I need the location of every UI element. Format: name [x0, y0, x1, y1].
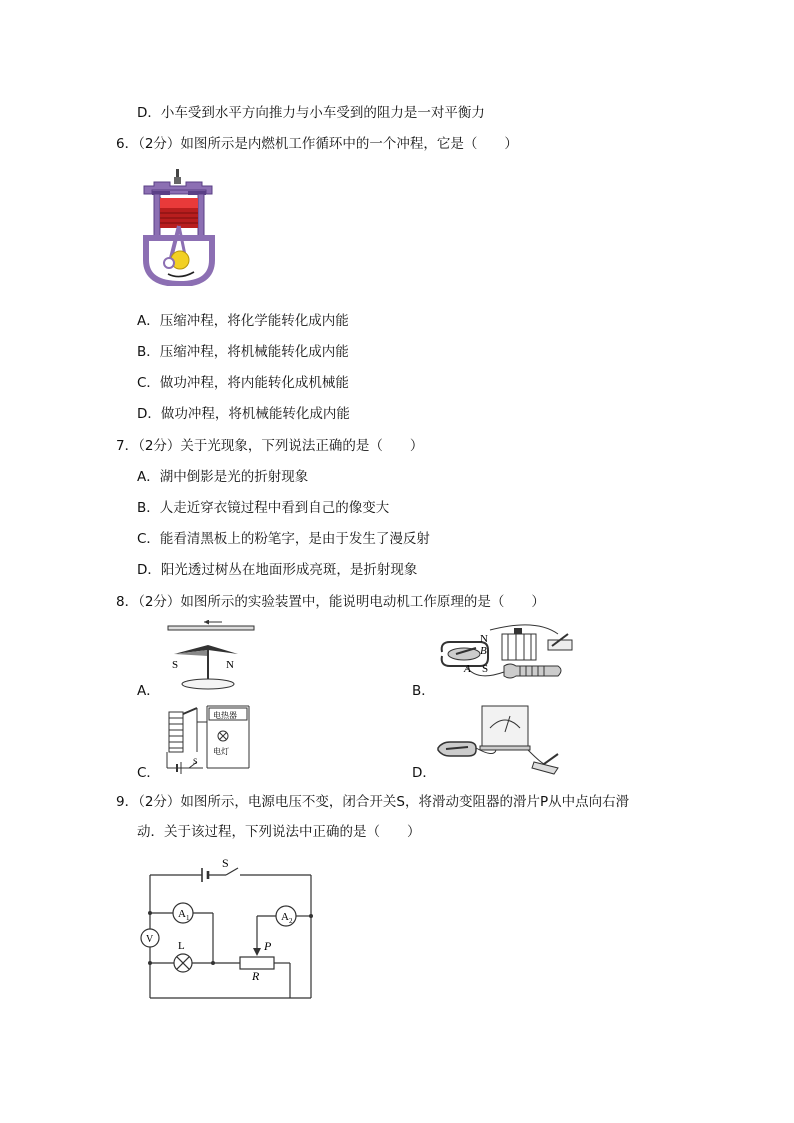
- q6-option-a: A．压缩冲程，将化学能转化成内能: [137, 313, 349, 329]
- fig-c-switch-label: S: [193, 757, 198, 766]
- q9-circuit-diagram: [140, 856, 320, 1004]
- q8-figure-d: [436, 702, 566, 776]
- circuit-lamp-label: L: [178, 940, 185, 952]
- q8-figure-a: [160, 620, 260, 692]
- circuit-resistor-label: R: [252, 969, 260, 983]
- circuit-a2-label: A: [281, 911, 289, 923]
- q7-option-c: C．能看清黑板上的粉笔字，是由于发生了漫反射: [137, 531, 430, 547]
- circuit-slider-label: P: [264, 939, 272, 953]
- q8-option-d-label: D．: [412, 765, 436, 781]
- circuit-switch-label: S: [222, 856, 229, 870]
- circuit-a1-subscript: 1: [186, 914, 190, 922]
- q7-option-d: D．阳光透过树丛在地面形成亮斑，是折射现象: [137, 562, 418, 578]
- q8-figure-c: [163, 702, 253, 778]
- circuit-a2-subscript: 2: [289, 917, 293, 925]
- q8-figure-b: [436, 620, 578, 692]
- fig-b-s-label: S: [482, 663, 489, 675]
- q6-option-c: C．做功冲程，将内能转化成机械能: [137, 375, 349, 391]
- q5-option-d: D．小车受到水平方向推力与小车受到的阻力是一对平衡力: [137, 105, 485, 121]
- q6-stem: 6．（2分）如图所示是内燃机工作循环中的一个冲程，它是（ ）: [116, 136, 518, 152]
- q8-stem: 8．（2分）如图所示的实验装置中，能说明电动机工作原理的是（ ）: [116, 594, 545, 610]
- q7-option-a: A．湖中倒影是光的折射现象: [137, 469, 309, 485]
- q9-stem-line1: 9．（2分）如图所示，电源电压不变，闭合开关S，将滑动变阻器的滑片P从中点向右滑: [116, 794, 630, 810]
- fig-c-heater-label: 电热器: [213, 711, 237, 720]
- q6-option-d: D．做功冲程，将机械能转化成内能: [137, 406, 350, 422]
- fig-a-n-label: N: [226, 659, 234, 671]
- engine-diagram: [140, 168, 245, 286]
- q7-option-b: B．人走近穿衣镜过程中看到自己的像变大: [137, 500, 390, 516]
- q8-option-b-label: B．: [412, 683, 435, 699]
- fig-b-a-label: A: [464, 663, 471, 675]
- q8-option-a-label: A．: [137, 683, 160, 699]
- q6-option-b: B．压缩冲程，将机械能转化成内能: [137, 344, 349, 360]
- circuit-voltmeter-label: V: [146, 934, 154, 945]
- q8-option-c-label: C．: [137, 765, 160, 781]
- fig-b-n-label: N: [480, 633, 488, 645]
- fig-a-s-label: S: [172, 659, 179, 671]
- fig-c-lamp-label: 电灯: [213, 747, 229, 756]
- q9-stem-line2: 动．关于该过程，下列说法中正确的是（ ）: [137, 824, 421, 840]
- q7-stem: 7．（2分）关于光现象，下列说法正确的是（ ）: [116, 438, 424, 454]
- fig-b-b-label: B: [480, 645, 487, 657]
- circuit-a1-label: A: [178, 908, 186, 920]
